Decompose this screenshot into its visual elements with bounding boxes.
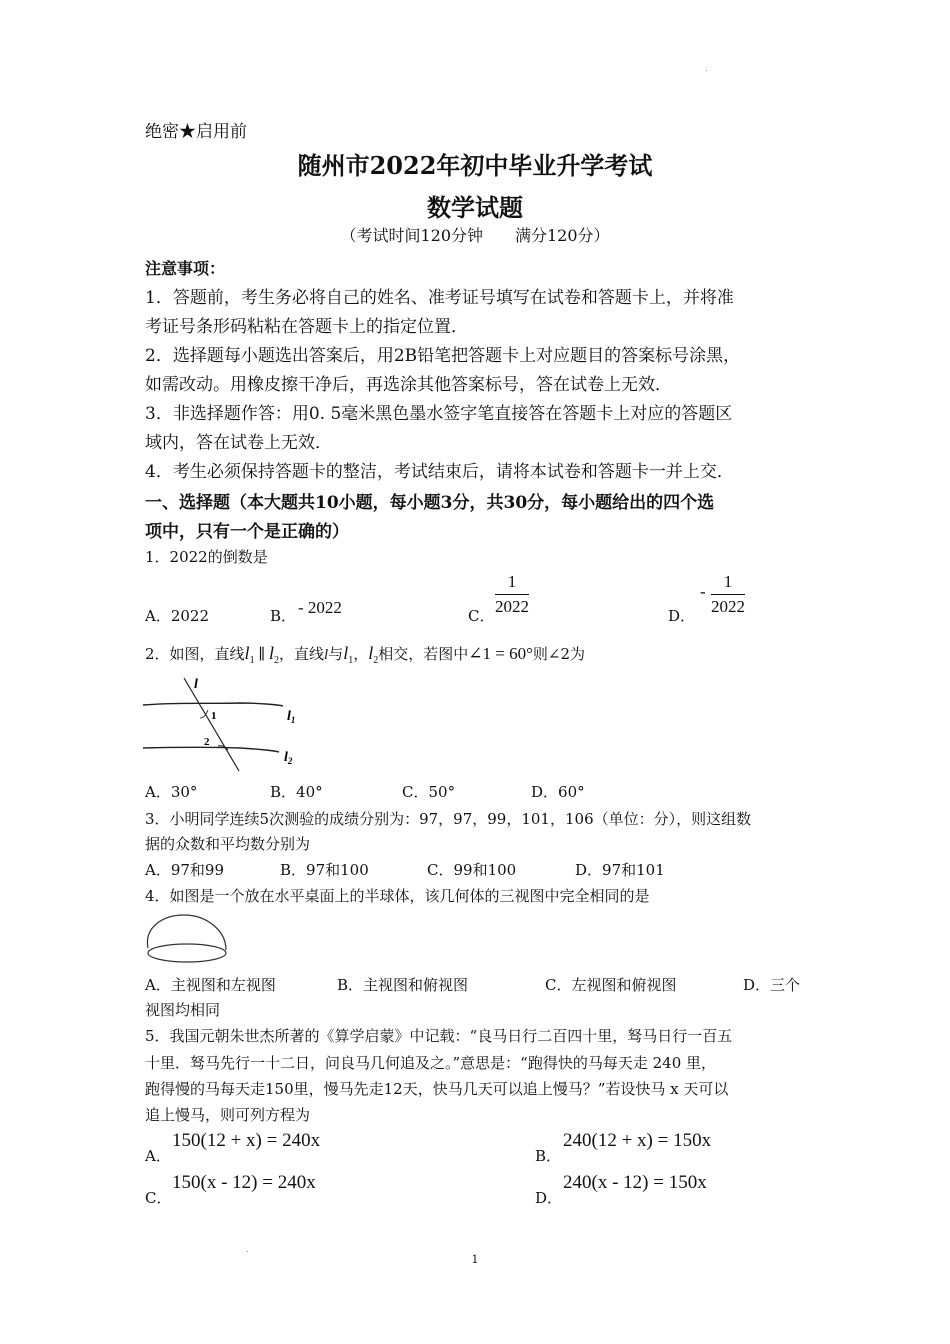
q2-text: 与 xyxy=(328,645,344,663)
q5-stem: 追上慢马，则可列方程为 xyxy=(145,1106,311,1124)
notice-line: 4．考生必须保持答题卡的整洁，考试结束后，请将本试卷和答题卡一并上交． xyxy=(145,462,734,482)
q2-text: 相交，若图中 xyxy=(378,645,469,663)
q2-line-l2: l xyxy=(269,643,275,663)
q1-option-c-label: C． xyxy=(468,607,495,625)
q2-text: ， xyxy=(353,645,369,663)
section-heading: 一、选择题（本大题共10小题，每小题3分，共30分，每小题给出的四个选 xyxy=(145,493,715,513)
scan-speck xyxy=(247,1251,248,1252)
fraction-denominator: 2022 xyxy=(711,597,745,616)
q1-option-b-label: B． xyxy=(270,607,297,625)
q1-option-d-sign: - xyxy=(700,582,706,601)
section-heading: 项中，只有一个是正确的） xyxy=(145,522,349,542)
q4-option-d: D．三个 xyxy=(743,976,801,994)
q5-option-b-equation: 240(12 + x) = 150x xyxy=(563,1130,712,1151)
time-info: （考试时间120分钟 满分120分） xyxy=(340,226,610,245)
q2-angle: ∠1 = 60° xyxy=(468,644,533,663)
q2-text: 则∠2为 xyxy=(532,645,586,663)
hemisphere-figure xyxy=(142,910,232,966)
fraction-numerator: 1 xyxy=(495,572,529,595)
q4-option-b: B．主视图和俯视图 xyxy=(337,976,469,994)
notice-line: 2．选择题每小题选出答案后，用2B铅笔把答题卡上对应题目的答案标号涂黑， xyxy=(145,346,741,366)
q5-option-a-label: A． xyxy=(145,1147,171,1165)
q1-option-d-label: D． xyxy=(668,607,696,625)
label-l: l xyxy=(194,677,198,692)
q1-option-b-value: - 2022 xyxy=(298,598,342,617)
q4-option-a: A．主视图和左视图 xyxy=(145,976,276,994)
line-l2 xyxy=(143,747,279,752)
subscript: 1 xyxy=(249,655,255,666)
q4-option-d-cont: 视图均相同 xyxy=(145,1001,221,1019)
hemisphere-dome xyxy=(147,915,226,950)
q3-option-a: A．97和99 xyxy=(145,861,225,879)
line-l1 xyxy=(143,703,283,706)
q2-option-c: C．50° xyxy=(402,783,456,801)
notice-line: 1．答题前，考生务必将自己的姓名、准考证号填写在试卷和答题卡上，并将准 xyxy=(145,288,734,308)
q5-stem: 十里．驽马先行一十二日，问良马几何追及之。”意思是：“跑得快的马每天走 240 里， xyxy=(145,1054,717,1072)
notice-line: 考证号条形码粘粘在答题卡上的指定位置． xyxy=(145,317,468,337)
q3-option-b: B．97和100 xyxy=(280,861,369,879)
q4-option-c: C．左视图和俯视图 xyxy=(545,976,677,994)
q1-option-c-fraction xyxy=(495,572,529,617)
q1-option-a: A．2022 xyxy=(145,607,210,625)
fraction-denominator: 2022 xyxy=(495,597,529,616)
q5-stem: 跑得慢的马每天走150里，慢马先走12天，快马几天可以追上慢马？”若设快马 x 天可以 xyxy=(145,1080,729,1098)
q5-option-a-equation: 150(12 + x) = 240x xyxy=(172,1130,321,1151)
scan-speck xyxy=(706,70,707,71)
q2-line-l1: l xyxy=(244,643,250,663)
exam-title: 随州市2022年初中毕业升学考试 xyxy=(297,151,653,180)
q2-stem xyxy=(145,643,585,666)
q3-option-c: C．99和100 xyxy=(427,861,517,879)
q2-line-l1: l xyxy=(343,643,349,663)
transversal-l xyxy=(184,678,239,771)
q2-line-l: l xyxy=(324,647,329,663)
q5-option-c-equation: 150(x - 12) = 240x xyxy=(172,1172,316,1193)
parallel-symbol: ∥ xyxy=(254,647,269,663)
label-l1: $l_1$ xyxy=(287,709,296,725)
page-number: 1 xyxy=(471,1253,479,1266)
notice-line: 如需改动。用橡皮擦干净后，再选涂其他答案标号，答在试卷上无效． xyxy=(145,375,672,395)
q5-option-d-label: D． xyxy=(535,1189,563,1207)
subscript: 1 xyxy=(348,655,354,666)
q3-stem: 3．小明同学连续5次测验的成绩分别为：97，97，99，101，106（单位：分），则这组数 xyxy=(145,810,752,828)
q2-option-d: D．60° xyxy=(531,783,585,801)
label-l2: $l_2$ xyxy=(284,750,293,766)
q3-option-d: D．97和101 xyxy=(575,861,665,879)
q2-line-l2: l xyxy=(368,643,374,663)
subscript: 2 xyxy=(274,655,280,666)
notice-line: 3．非选择题作答：用0. 5毫米黑色墨水签字笔直接答在答题卡上对应的答题区 xyxy=(145,404,733,424)
fraction-numerator: 1 xyxy=(711,572,745,595)
q1-option-d-fraction xyxy=(711,572,745,617)
q2-option-a: A．30° xyxy=(145,783,198,801)
subscript: 2 xyxy=(373,655,379,666)
q5-option-c-label: C． xyxy=(145,1189,172,1207)
label-angle-1: 1 xyxy=(211,710,217,722)
label-angle-2: 2 xyxy=(204,736,210,748)
notice-heading: 注意事项： xyxy=(145,259,226,278)
q5-stem: 5．我国元朝朱世杰所著的《算学启蒙》中记载：“良马日行二百四十里，驽马日行一百五 xyxy=(145,1027,733,1045)
q4-stem: 4．如图是一个放在水平桌面上的半球体，该几何体的三视图中完全相同的是 xyxy=(145,887,650,905)
exam-subtitle: 数学试题 xyxy=(427,193,523,222)
q3-stem: 据的众数和平均数分别为 xyxy=(145,835,311,853)
parallel-lines-figure xyxy=(140,672,310,774)
q1-stem: 1．2022的倒数是 xyxy=(145,548,268,566)
q2-text: ，直线 xyxy=(279,645,325,663)
secret-label: 绝密★启用前 xyxy=(145,122,247,142)
q5-option-d-equation: 240(x - 12) = 150x xyxy=(563,1172,707,1193)
notice-line: 域内，答在试卷上无效． xyxy=(145,433,332,453)
q2-text: 2．如图，直线 xyxy=(145,645,245,663)
hemisphere-base xyxy=(148,944,226,962)
q2-option-b: B．40° xyxy=(270,783,323,801)
q5-option-b-label: B． xyxy=(535,1147,562,1165)
